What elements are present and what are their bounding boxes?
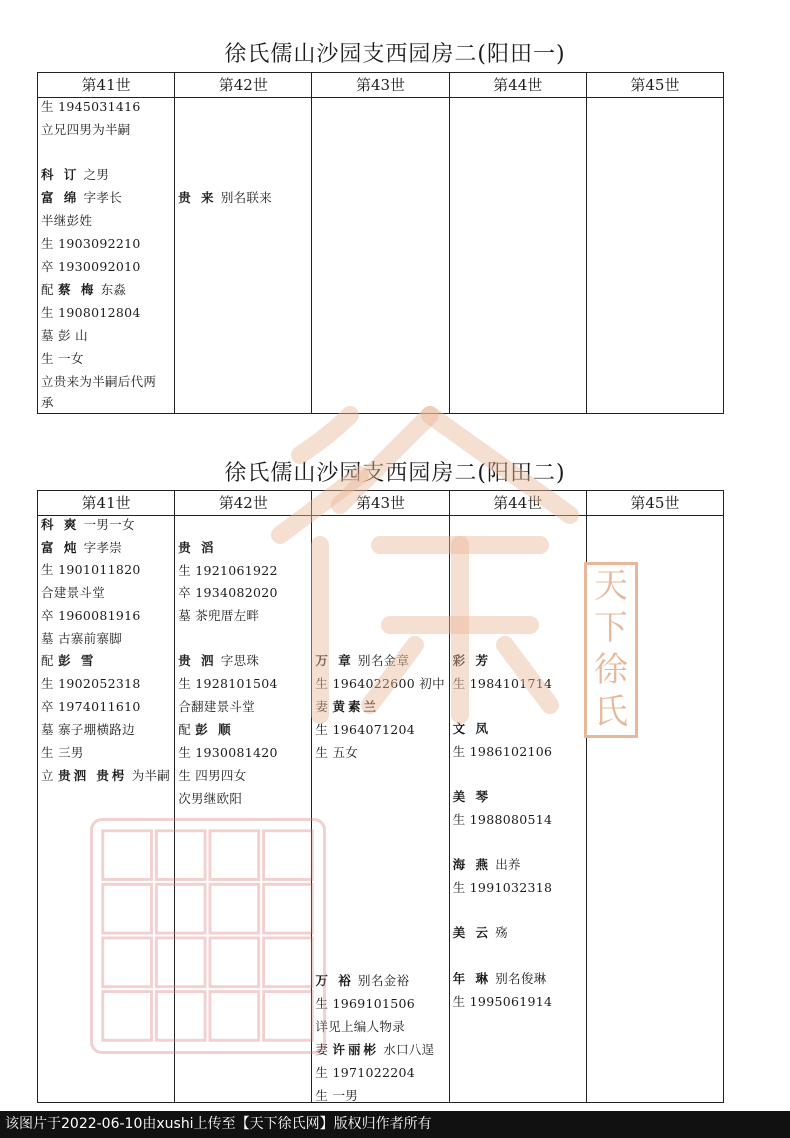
entry-line [178, 699, 255, 715]
seal-character: 下 [594, 608, 628, 648]
generation-header: 第43世 [312, 491, 449, 515]
entry-text: 生 1928101504 [178, 676, 278, 691]
entry-text: 字思珠 [216, 653, 260, 668]
person-name: 贵 泗 [178, 653, 217, 668]
header-row [38, 491, 723, 516]
person-name: 许丽彬 [332, 1042, 379, 1057]
entry-text: 立贵来为半嗣后代两 [41, 374, 157, 389]
entry-text: 生 一女 [41, 351, 84, 366]
entry-text: 生 三男 [41, 745, 84, 760]
entry-line [453, 653, 491, 669]
entry-prefix: 妻 [315, 699, 333, 714]
entry-text: 生 1901011820 [41, 562, 141, 577]
entry-text: 别名金裕 [353, 973, 410, 988]
generation-column [450, 515, 587, 1102]
entry-text: 一男一女 [79, 517, 135, 532]
person-name: 贵 来 [178, 190, 217, 205]
entry-text: 生 1930081420 [178, 745, 278, 760]
entry-prefix: 配 [178, 722, 196, 737]
entry-text: 生 1995061914 [452, 994, 553, 1009]
entry-line [178, 653, 259, 669]
entry-text: 合建景斗堂 [41, 585, 106, 600]
generation-column [175, 97, 312, 413]
entry-line [41, 722, 135, 738]
person-name: 富 炖 [41, 540, 80, 555]
entry-line [41, 374, 156, 390]
entry-line [453, 721, 491, 737]
person-name: 美 琴 [452, 789, 491, 804]
entry-line [41, 540, 122, 556]
entry-text: 东淼 [96, 282, 127, 297]
entry-text: 生 1903092210 [41, 236, 141, 251]
entry-text: 字孝崇 [79, 540, 123, 555]
person-name: 文 凤 [452, 721, 491, 736]
entry-text: 次男继欧阳 [178, 791, 243, 806]
entry-line [315, 996, 415, 1012]
entry-line [178, 585, 278, 601]
entry-text: 生 1902052318 [41, 676, 141, 691]
entry-line [315, 1019, 405, 1035]
entry-line [41, 236, 141, 252]
entry-line [315, 1065, 415, 1081]
person-name: 万 裕 [315, 973, 354, 988]
entry-line [178, 722, 233, 738]
entry-line [41, 99, 141, 115]
entry-line [315, 676, 444, 692]
entry-line [453, 676, 553, 692]
person-name: 彭 顺 [195, 722, 234, 737]
person-name: 科 爽 [41, 517, 80, 532]
entry-line [41, 608, 141, 624]
generation-header: 第41世 [38, 73, 175, 97]
entry-text: 墓 寨子堋横路边 [41, 722, 135, 737]
entry-text: 合翻建景斗堂 [178, 699, 256, 714]
entry-line [453, 812, 553, 828]
entry-line [453, 857, 521, 873]
entry-text: 生 1984101714 [452, 676, 553, 691]
entry-line [315, 699, 379, 715]
entry-text: 卒 1960081916 [41, 608, 141, 623]
entry-text: 之男 [79, 167, 110, 182]
entry-text: 殇 [490, 925, 509, 940]
seal-character: 天 [594, 566, 628, 606]
person-name: 美 云 [452, 925, 491, 940]
entry-text: 别名俊琳 [490, 971, 547, 986]
seal-character: 氏 [594, 692, 628, 732]
entry-line [41, 653, 96, 669]
entry-line [315, 653, 409, 669]
person-name: 贵泗 贵枵 [58, 768, 128, 783]
entry-line [178, 540, 216, 556]
person-name: 万 章 [315, 653, 354, 668]
page-title-2: 徐氏儒山沙园支西园房二(阳田二) [224, 461, 566, 486]
table-body [38, 97, 723, 413]
entry-line [41, 305, 141, 321]
entry-line [178, 563, 278, 579]
generation-column [38, 515, 175, 1102]
person-name: 蔡 梅 [58, 282, 97, 297]
generation-header: 第45世 [630, 494, 680, 512]
person-name: 海 燕 [452, 857, 491, 872]
entry-line [315, 1088, 358, 1104]
entry-text: 生 四男四女 [178, 768, 247, 783]
entry-prefix: 立 [41, 768, 59, 783]
person-name: 彩 芳 [452, 653, 491, 668]
page-title-1: 徐氏儒山沙园支西园房二(阳田一) [224, 42, 566, 67]
generation-header: 第41世 [38, 491, 175, 515]
entry-line [453, 789, 491, 805]
entry-line [41, 282, 126, 298]
entry-line [41, 699, 141, 715]
entry-line [453, 994, 553, 1010]
entry-text: 别名金章 [353, 653, 410, 668]
entry-line [41, 167, 109, 183]
generation-column [587, 97, 723, 413]
entry-text: 立兄四男为半嗣 [41, 122, 131, 137]
entry-text: 卒 1934082020 [178, 585, 278, 600]
generation-header: 第44世 [450, 491, 587, 515]
entry-text: 墓 古寨前寨脚 [41, 631, 123, 646]
entry-line [41, 328, 88, 344]
entry-text: 字孝长 [79, 190, 123, 205]
entry-text: 生 一男 [315, 1088, 359, 1103]
generation-column [175, 515, 312, 1102]
entry-line [453, 744, 553, 760]
entry-line [41, 768, 170, 784]
entry-text: 别名联来 [216, 190, 273, 205]
generation-header: 第45世 [630, 76, 680, 94]
entry-prefix: 妻 [315, 1042, 333, 1057]
generation-header: 第44世 [450, 73, 587, 97]
seal-character: 徐 [594, 650, 628, 690]
entry-line [315, 745, 358, 761]
entry-text: 水口八逞 [379, 1042, 435, 1057]
entry-text: 生 1908012804 [41, 305, 141, 320]
entry-line [178, 608, 259, 624]
entry-line [41, 122, 131, 138]
entry-line [41, 745, 84, 761]
entry-line [41, 631, 122, 647]
entry-line [41, 190, 122, 206]
entry-line [41, 351, 84, 367]
entry-line [41, 213, 92, 229]
entry-text: 生 1988080514 [452, 812, 553, 827]
entry-line [178, 676, 278, 692]
entry-text: 生 1964022600 初中 [315, 676, 445, 691]
entry-line [41, 395, 54, 411]
entry-text: 半继彭姓 [41, 213, 93, 228]
footer-bar: 该图片于2022-06-10由xushi上传至【天下徐氏网】版权归作者所有 [0, 1111, 790, 1138]
entry-line [453, 971, 547, 987]
entry-line [453, 925, 508, 941]
entry-text: 为半嗣 [127, 768, 171, 783]
entry-text: 生 1964071204 [315, 722, 416, 737]
entry-text: 生 1969101506 [315, 996, 416, 1011]
entry-text: 生 1986102106 [452, 744, 553, 759]
header-row [38, 73, 723, 98]
entry-line [453, 880, 553, 896]
entry-text: 墓 茶兜厝左畔 [178, 608, 260, 623]
entry-line [41, 562, 141, 578]
entry-line [178, 768, 246, 784]
entry-text: 详见上编人物录 [315, 1019, 406, 1034]
entry-text: 墓 彭 山 [41, 328, 88, 343]
generation-header: 第42世 [175, 73, 312, 97]
person-name: 富 绵 [41, 190, 80, 205]
genealogy-table-1 [37, 72, 724, 414]
entry-line [41, 517, 135, 533]
entry-text: 生 五女 [315, 745, 359, 760]
entry-prefix: 配 [41, 653, 59, 668]
generation-column [38, 97, 175, 413]
person-name: 年 琳 [452, 971, 491, 986]
generation-header: 第43世 [312, 73, 449, 97]
entry-line [41, 585, 105, 601]
entry-line [315, 973, 409, 989]
generation-column [312, 515, 449, 1102]
entry-text: 承 [41, 395, 54, 410]
person-name: 彭 雪 [58, 653, 97, 668]
entry-text: 生 1971022204 [315, 1065, 416, 1080]
generation-header: 第42世 [175, 491, 312, 515]
entry-line [178, 745, 278, 761]
entry-line [315, 1042, 434, 1058]
entry-line [41, 259, 141, 275]
person-name: 黄素兰 [332, 699, 379, 714]
entry-text: 卒 1974011610 [41, 699, 141, 714]
entry-text: 生 1991032318 [452, 880, 553, 895]
person-name: 科 订 [41, 167, 80, 182]
entry-text: 卒 1930092010 [41, 259, 141, 274]
entry-text: 生 1945031416 [41, 99, 141, 114]
entry-line [315, 722, 415, 738]
tianxia-xushi-seal [584, 562, 638, 738]
entry-text: 出养 [490, 857, 521, 872]
generation-column [450, 97, 587, 413]
entry-text: 生 1921061922 [178, 563, 278, 578]
person-name: 贵 滔 [178, 540, 217, 555]
entry-prefix: 配 [41, 282, 59, 297]
generation-column [312, 97, 449, 413]
entry-line [178, 791, 242, 807]
entry-line [178, 190, 272, 206]
entry-line [41, 676, 141, 692]
